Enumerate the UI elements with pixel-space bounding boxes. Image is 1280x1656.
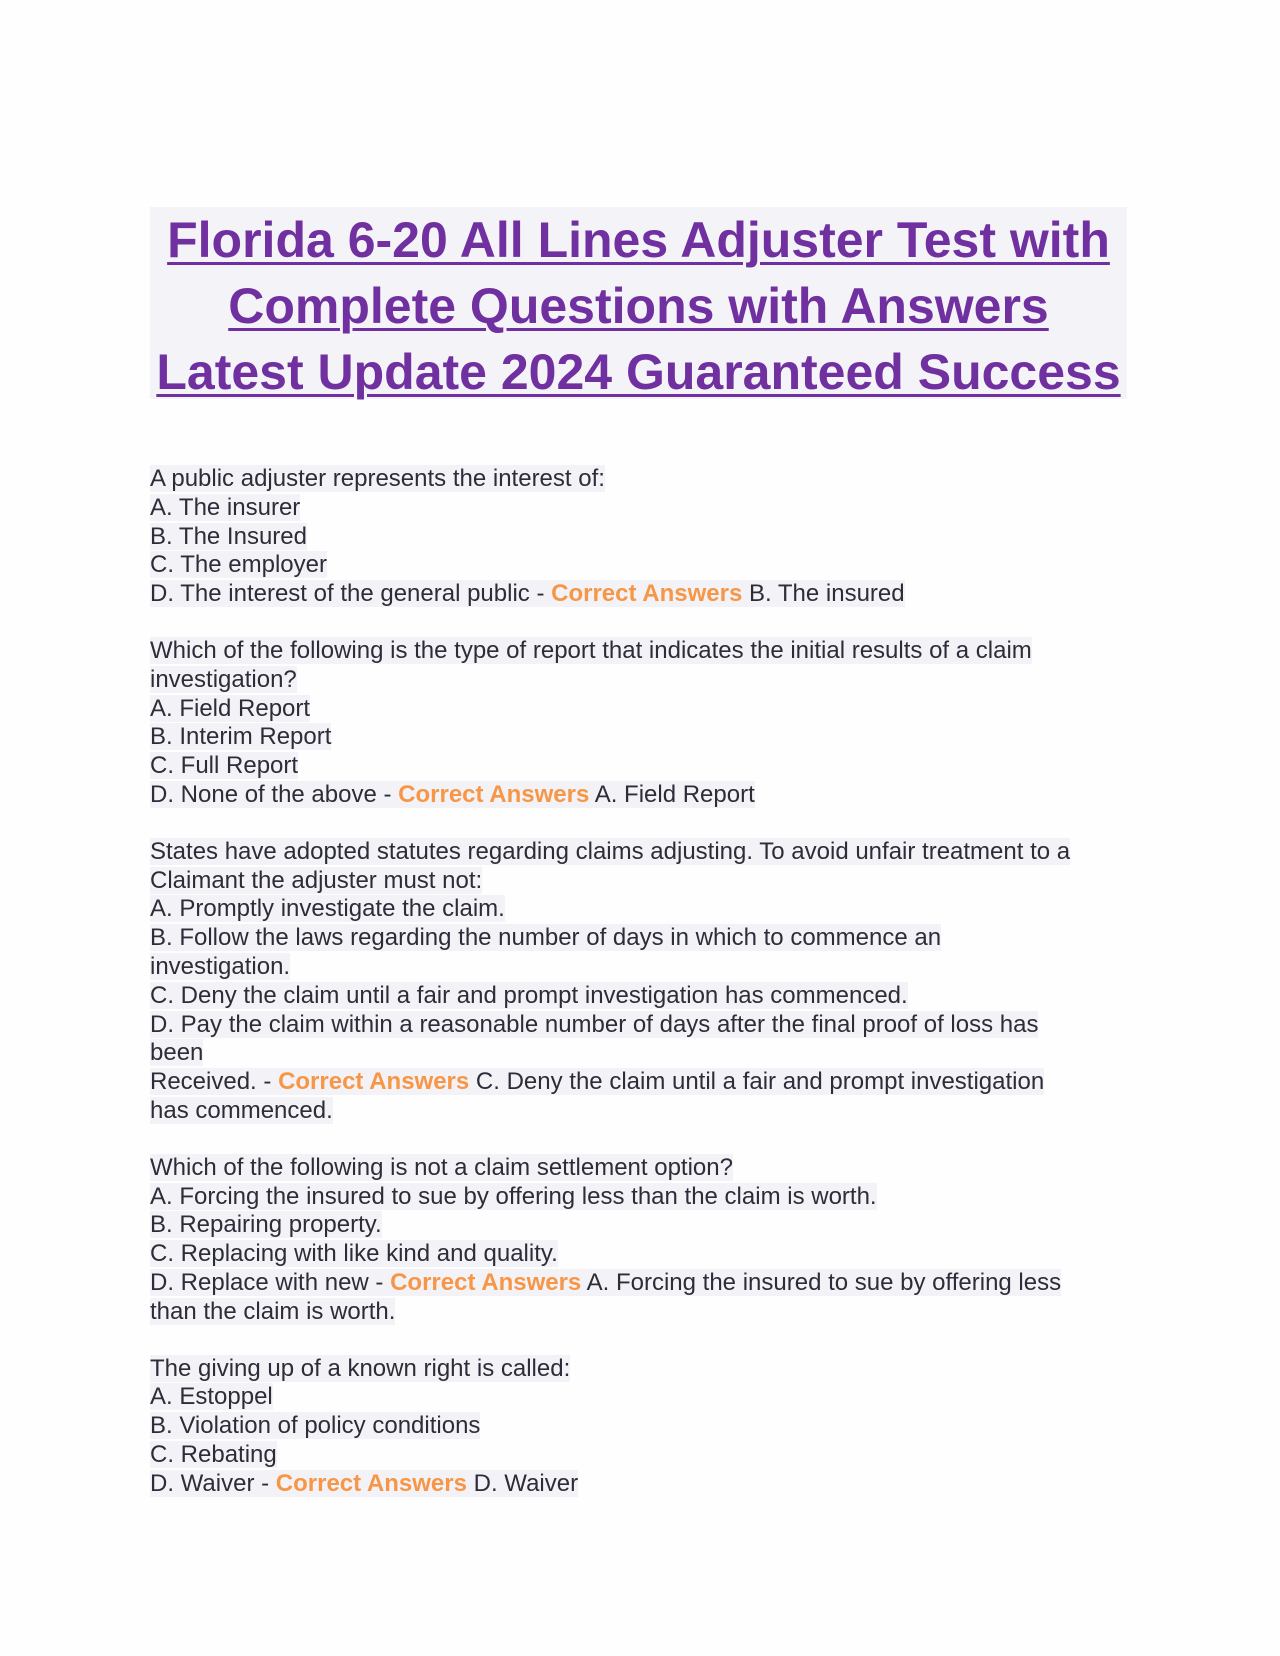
question-text-cont: investigation?: [150, 665, 297, 693]
option-a: A. Forcing the insured to sue by offering less than the claim is worth.: [150, 1182, 877, 1210]
option-d: D. None of the above -: [150, 780, 399, 808]
option-b: B. Follow the laws regarding the number of days in which to commence an: [150, 924, 942, 952]
correct-answer-text: D. Waiver: [466, 1469, 579, 1497]
option-b: B. Interim Report: [150, 723, 332, 751]
option-c: C. Rebating: [150, 1440, 277, 1468]
answer-line: [150, 580, 1130, 609]
option-b: B. The Insured: [150, 522, 307, 550]
question-block-5: [150, 1355, 1130, 1499]
title-line-2: Complete Questions with Answers: [228, 278, 1049, 334]
correct-answers-label: Correct Answers: [390, 1268, 582, 1296]
correct-answer-text: A. Forcing the insured to sue by offering less: [581, 1268, 1062, 1296]
correct-answer-text-cont: than the claim is worth.: [150, 1297, 396, 1325]
document-title: [150, 207, 1127, 399]
title-line-1: Florida 6-20 All Lines Adjuster Test with: [167, 212, 1110, 268]
correct-answer-text: C. Deny the claim until a fair and prompt investigation: [469, 1068, 1045, 1096]
correct-answers-label: Correct Answers: [398, 780, 590, 808]
question-block-1: [150, 465, 1130, 609]
answer-line: [150, 1068, 1130, 1097]
answer-line: [150, 1269, 1130, 1298]
option-d: D. Pay the claim within a reasonable number of days after the final proof of loss has: [150, 1010, 1039, 1038]
option-a: A. The insurer: [150, 493, 301, 521]
correct-answers-label: Correct Answers: [275, 1469, 467, 1497]
option-a: A. Promptly investigate the claim.: [150, 895, 505, 923]
question-block-2: [150, 637, 1130, 810]
question-text: States have adopted statutes regarding claims adjusting. To avoid unfair treatment to a: [150, 837, 1071, 865]
correct-answer-text-cont: has commenced.: [150, 1096, 333, 1124]
question-text: Which of the following is not a claim settlement option?: [150, 1153, 733, 1181]
correct-answers-label: Correct Answers: [551, 580, 743, 608]
option-d-cont: been: [150, 1039, 204, 1067]
option-d: D. Waiver -: [150, 1469, 276, 1497]
correct-answer-text: A. Field Report: [589, 780, 755, 808]
question-text: Which of the following is the type of report that indicates the initial results of a claim: [150, 636, 1032, 664]
title-line-3: Latest Update 2024 Guaranteed Success: [156, 344, 1121, 400]
option-b: B. Repairing property.: [150, 1211, 382, 1239]
correct-answers-label: Correct Answers: [278, 1068, 470, 1096]
option-c: C. The employer: [150, 551, 327, 579]
question-text: The giving up of a known right is called:: [150, 1354, 571, 1382]
question-text-cont: Claimant the adjuster must not:: [150, 866, 483, 894]
option-a: A. Estoppel: [150, 1383, 273, 1411]
option-c: C. Deny the claim until a fair and prompt investigation has commenced.: [150, 981, 908, 1009]
option-c: C. Full Report: [150, 752, 299, 780]
option-d-end: Received. -: [150, 1068, 279, 1096]
question-block-4: [150, 1154, 1130, 1327]
answer-line: [150, 1470, 1130, 1499]
question-block-3: [150, 838, 1130, 1126]
option-d: D. The interest of the general public -: [150, 580, 552, 608]
option-a: A. Field Report: [150, 694, 311, 722]
option-b: B. Violation of policy conditions: [150, 1412, 481, 1440]
option-d: D. Replace with new -: [150, 1268, 391, 1296]
correct-answer-text: B. The insured: [742, 580, 905, 608]
question-text: A public adjuster represents the interest of:: [150, 465, 605, 492]
question-list: [150, 465, 1130, 1527]
option-b-cont: investigation.: [150, 952, 291, 980]
answer-line: [150, 781, 1130, 810]
option-c: C. Replacing with like kind and quality.: [150, 1240, 558, 1268]
